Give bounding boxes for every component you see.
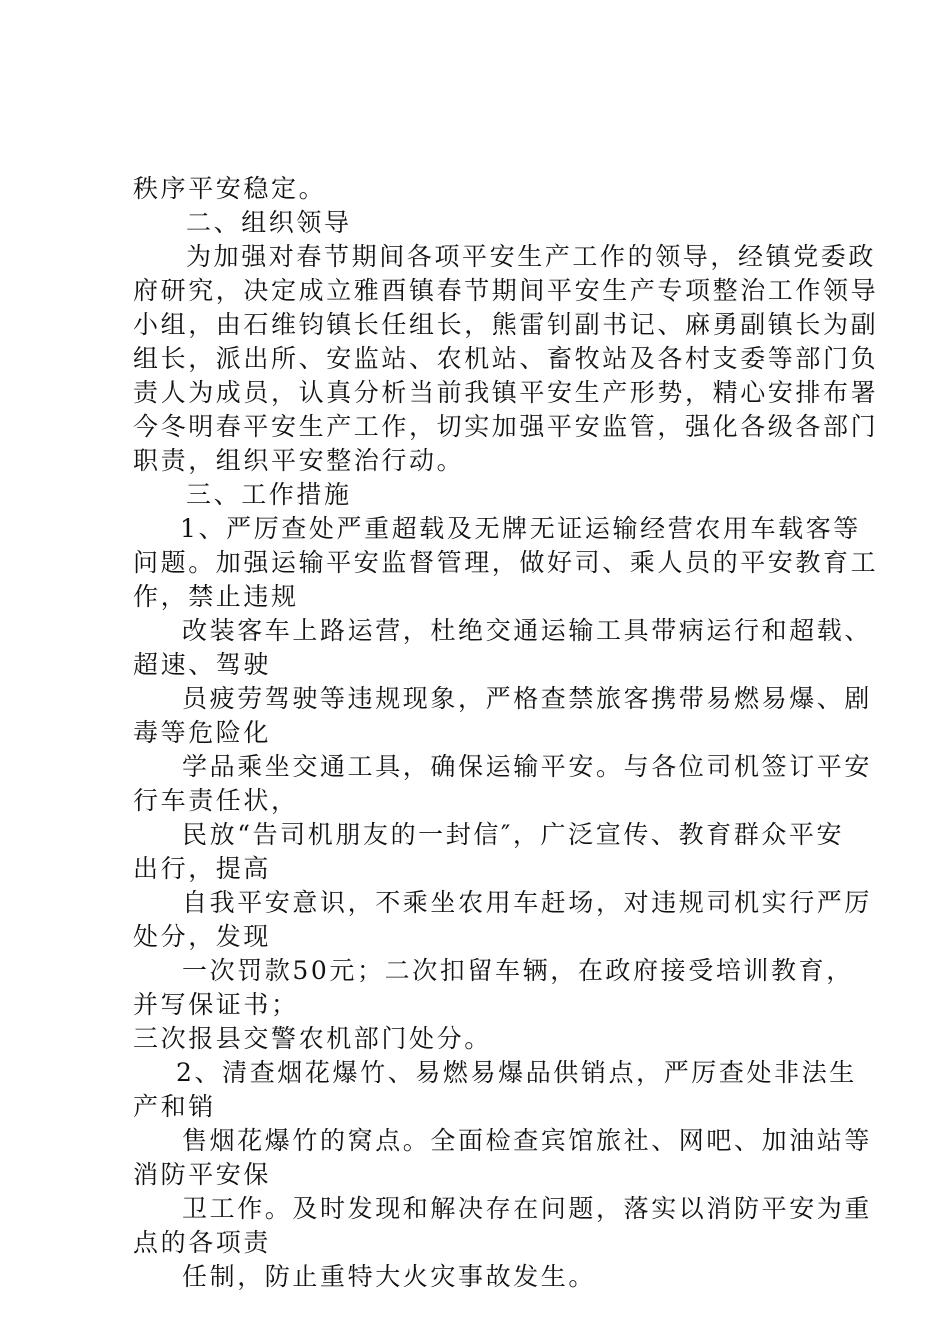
text-line: 出行，提高	[133, 854, 272, 883]
text-line: 行车责任状，	[133, 786, 299, 815]
text-line: 消防平安保	[133, 1160, 272, 1189]
text-line: 今冬明春平安生产工作，切实加强平安监管，强化各级各部门	[133, 412, 879, 441]
text-line: 小组，由石维钧镇长任组长，熊雷钊副书记、麻勇副镇长为副	[133, 310, 879, 339]
text-line: 作，禁止违规	[133, 582, 299, 611]
section-heading: 二、组织领导	[186, 208, 352, 237]
text-line: 三次报县交警农机部门处分。	[133, 1024, 492, 1053]
text-line: 问题。加强运输平安监督管理，做好司、乘人员的平安教育工	[133, 548, 879, 577]
text-line: 点的各项责	[133, 1228, 272, 1257]
text-line: 售烟花爆竹的窝点。全面检查宾馆旅社、网吧、加油站等	[182, 1126, 873, 1155]
text-line: 2、清查烟花爆竹、易燃易爆品供销点，严厉查处非法生	[176, 1058, 857, 1087]
text-line: 自我平安意识，不乘坐农用车赶场，对违规司机实行严厉	[182, 888, 873, 917]
text-line: 秩序平安稳定。	[133, 174, 327, 203]
text-line: 产和销	[133, 1092, 216, 1121]
text-line: 处分，发现	[133, 922, 272, 951]
text-line: 为加强对春节期间各项平安生产工作的领导，经镇党委政	[186, 242, 877, 271]
text-line: 职责，组织平安整治行动。	[133, 446, 465, 475]
text-line: 组长，派出所、安监站、农机站、畜牧站及各村支委等部门负	[133, 344, 879, 373]
text-line: 1、严厉查处严重超载及无牌无证运输经营农用车载客等	[180, 514, 861, 543]
text-line: 府研究，决定成立雅酉镇春节期间平安生产专项整治工作领导	[133, 276, 879, 305]
text-line: 毒等危险化	[133, 718, 272, 747]
section-heading: 三、工作措施	[186, 480, 352, 509]
text-line: 员疲劳驾驶等违规现象，严格查禁旅客携带易燃易爆、剧	[182, 684, 873, 713]
text-line: 一次罚款50元；二次扣留车辆，在政府接受培训教育，	[182, 956, 854, 985]
text-line: 学品乘坐交通工具，确保运输平安。与各位司机签订平安	[182, 752, 873, 781]
text-line: 民放“告司机朋友的一封信″，广泛宣传、教育群众平安	[182, 820, 845, 849]
text-line: 任制，防止重特大火灾事故发生。	[182, 1262, 597, 1291]
text-line: 并写保证书；	[133, 990, 299, 1019]
text-line: 改装客车上路运营，杜绝交通运输工具带病运行和超载、	[182, 616, 873, 645]
text-line: 卫工作。及时发现和解决存在问题，落实以消防平安为重	[182, 1194, 873, 1223]
text-line: 超速、驾驶	[133, 650, 272, 679]
text-line: 责人为成员，认真分析当前我镇平安生产形势，精心安排布署	[133, 378, 879, 407]
